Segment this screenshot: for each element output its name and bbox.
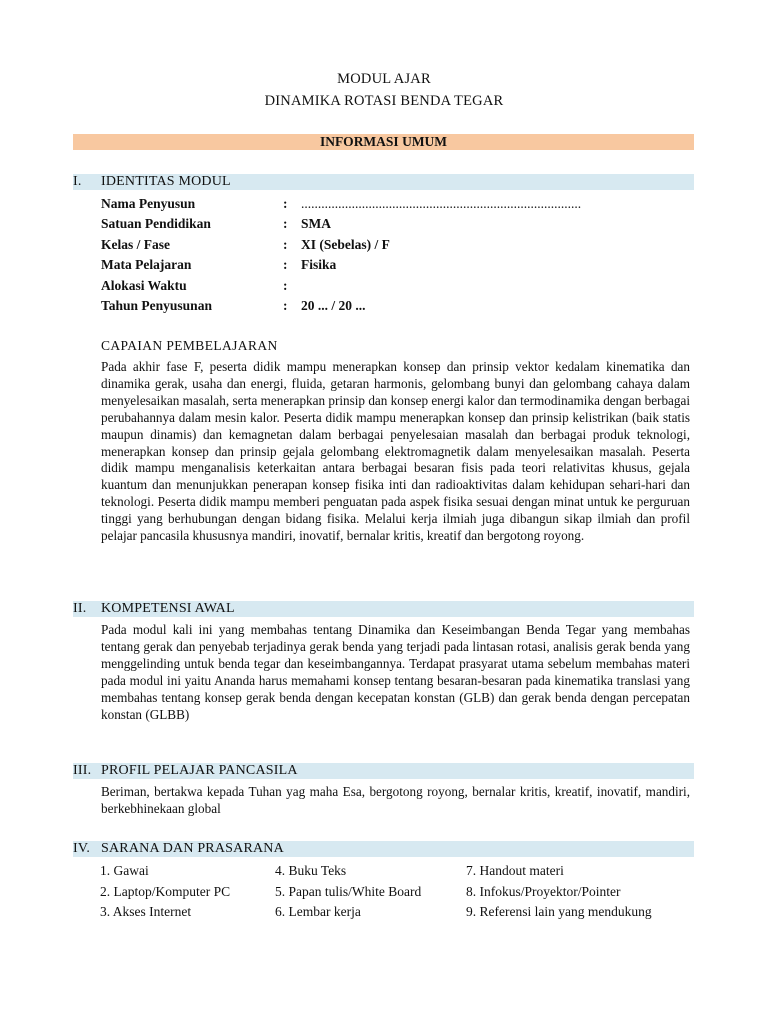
identitas-label: Satuan Pendidikan bbox=[101, 216, 211, 231]
kompetensi-paragraph: Pada modul kali ini yang membahas tentang Dinamika dan Keseimbangan Benda Tegar yang membahas tentang gerak dan penyebab terjadinya gerak benda yang terjadi pada lintasan rotasi, analisis gerak benda yang menggelinding untuk benda tegar dan keseimbangannya. Terdapat prasyarat utama sebelum membahas materi pada modul ini yaitu Ananda harus memahami konsep tentang besaran-besaran pada kinematika translasi yang membahas tentang konsep gerak benda dengan kecepatan konstan (GLB) dan gerak benda dengan percepatan konstan (GLBB) bbox=[101, 622, 690, 722]
section-profil-heading bbox=[73, 763, 694, 779]
colon-separator: : bbox=[283, 216, 288, 231]
section-number: III. bbox=[73, 763, 92, 778]
identitas-label: Alokasi Waktu bbox=[101, 278, 187, 293]
section-title: KOMPETENSI AWAL bbox=[101, 601, 235, 616]
list-item: 1. Gawai bbox=[100, 863, 149, 878]
section-identitas-heading bbox=[73, 174, 694, 190]
section-title: SARANA DAN PRASARANA bbox=[101, 841, 284, 856]
list-item: 5. Papan tulis/White Board bbox=[275, 883, 422, 899]
list-item: 4. Buku Teks bbox=[275, 863, 347, 878]
list-item: 8. Infokus/Proyektor/Pointer bbox=[466, 883, 621, 899]
colon-separator: : bbox=[283, 257, 288, 272]
section-number: IV. bbox=[73, 841, 91, 856]
list-item: 9. Referensi lain yang mendukung bbox=[466, 904, 652, 919]
identitas-row-mata-pelajaran bbox=[101, 256, 694, 274]
identitas-value: 20 ... / 20 ... bbox=[301, 298, 366, 313]
identitas-row-kelas-fase bbox=[101, 236, 694, 254]
list-item: 2. Laptop/Komputer PC bbox=[100, 883, 231, 899]
section-title: PROFIL PELAJAR PANCASILA bbox=[101, 763, 298, 778]
capaian-heading: CAPAIAN PEMBELAJARAN bbox=[101, 338, 278, 353]
profil-paragraph: Beriman, bertakwa kepada Tuhan yag maha Esa, bergotong royong, bernalar kritis, kreatif, inovatif, mandiri, berkebhinekaan global bbox=[101, 784, 690, 816]
identitas-label: Tahun Penyusunan bbox=[101, 298, 212, 313]
section-number: I. bbox=[73, 174, 82, 189]
identitas-value: XI (Sebelas) / F bbox=[301, 237, 390, 252]
sarana-column bbox=[100, 861, 230, 923]
list-item: 6. Lembar kerja bbox=[275, 904, 361, 919]
sarana-column bbox=[466, 861, 652, 923]
section-kompetensi-heading bbox=[73, 601, 694, 617]
identitas-row-nama-penyusun bbox=[101, 195, 694, 213]
sarana-column bbox=[275, 861, 421, 923]
capaian-paragraph: Pada akhir fase F, peserta didik mampu menerapkan konsep dan prinsip vektor kedalam kinematika dan dinamika gerak, usaha dan energi, fluida, getaran harmonis, gelombang bunyi dan gelombang cahaya dalam menyelesaikan masalah, serta menerapkan prinsip dan konsep energi kalor dan termodinamika dengan berbagai perubahannya dalam mesin kalor. Peserta didik mampu menerapkan konsep dan prinsip kelistrikan (baik statis maupun dinamis) dan kemagnetan dalam berbagai penyelesaian masalah dan berbagai produk teknologi, menerapkan konsep dan prinsip gejala gelombang elektromagnetik dalam menyelesaikan masalah. Peserta didik mampu menganalisis keterkaitan antara berbagai besaran fisis pada teori relativitas khusus, gejala kuantum dan menunjukkan penerapan konsep fisika inti dan radioaktivitas dalam kehidupan sehari-hari dan teknologi. Peserta didik mampu memberi penguatan pada aspek fisika sesuai dengan minat untuk ke perguruan tinggi yang berhubungan dengan bidang fisika. Melalui kerja ilmiah juga dibangun sikap ilmiah dan profil pelajar pancasila khususnya mandiri, inovatif, bernalar kritis, kreatif dan bergotong royong. bbox=[101, 359, 690, 544]
colon-separator: : bbox=[283, 298, 288, 313]
section-number: II. bbox=[73, 601, 87, 616]
identitas-value: ................................................................................... bbox=[301, 196, 582, 211]
identitas-label: Nama Penyusun bbox=[101, 196, 196, 211]
identitas-value: SMA bbox=[301, 216, 331, 231]
section-title: IDENTITAS MODUL bbox=[101, 174, 231, 189]
colon-separator: : bbox=[283, 196, 288, 211]
identitas-label: Mata Pelajaran bbox=[101, 257, 192, 272]
module-title: MODUL AJAR bbox=[337, 71, 431, 87]
identitas-value: Fisika bbox=[301, 257, 337, 272]
colon-separator: : bbox=[283, 278, 288, 293]
identitas-row-tahun-penyusunan bbox=[101, 297, 694, 315]
list-item: 3. Akses Internet bbox=[100, 904, 192, 919]
colon-separator: : bbox=[283, 237, 288, 252]
list-item: 7. Handout materi bbox=[466, 863, 564, 878]
section-sarana-heading bbox=[73, 841, 694, 857]
identitas-row-satuan-pendidikan bbox=[101, 215, 694, 233]
info-umum-heading: INFORMASI UMUM bbox=[73, 134, 694, 150]
identitas-label: Kelas / Fase bbox=[101, 237, 170, 252]
module-subtitle: DINAMIKA ROTASI BENDA TEGAR bbox=[264, 93, 504, 109]
identitas-row-alokasi-waktu bbox=[101, 277, 694, 295]
